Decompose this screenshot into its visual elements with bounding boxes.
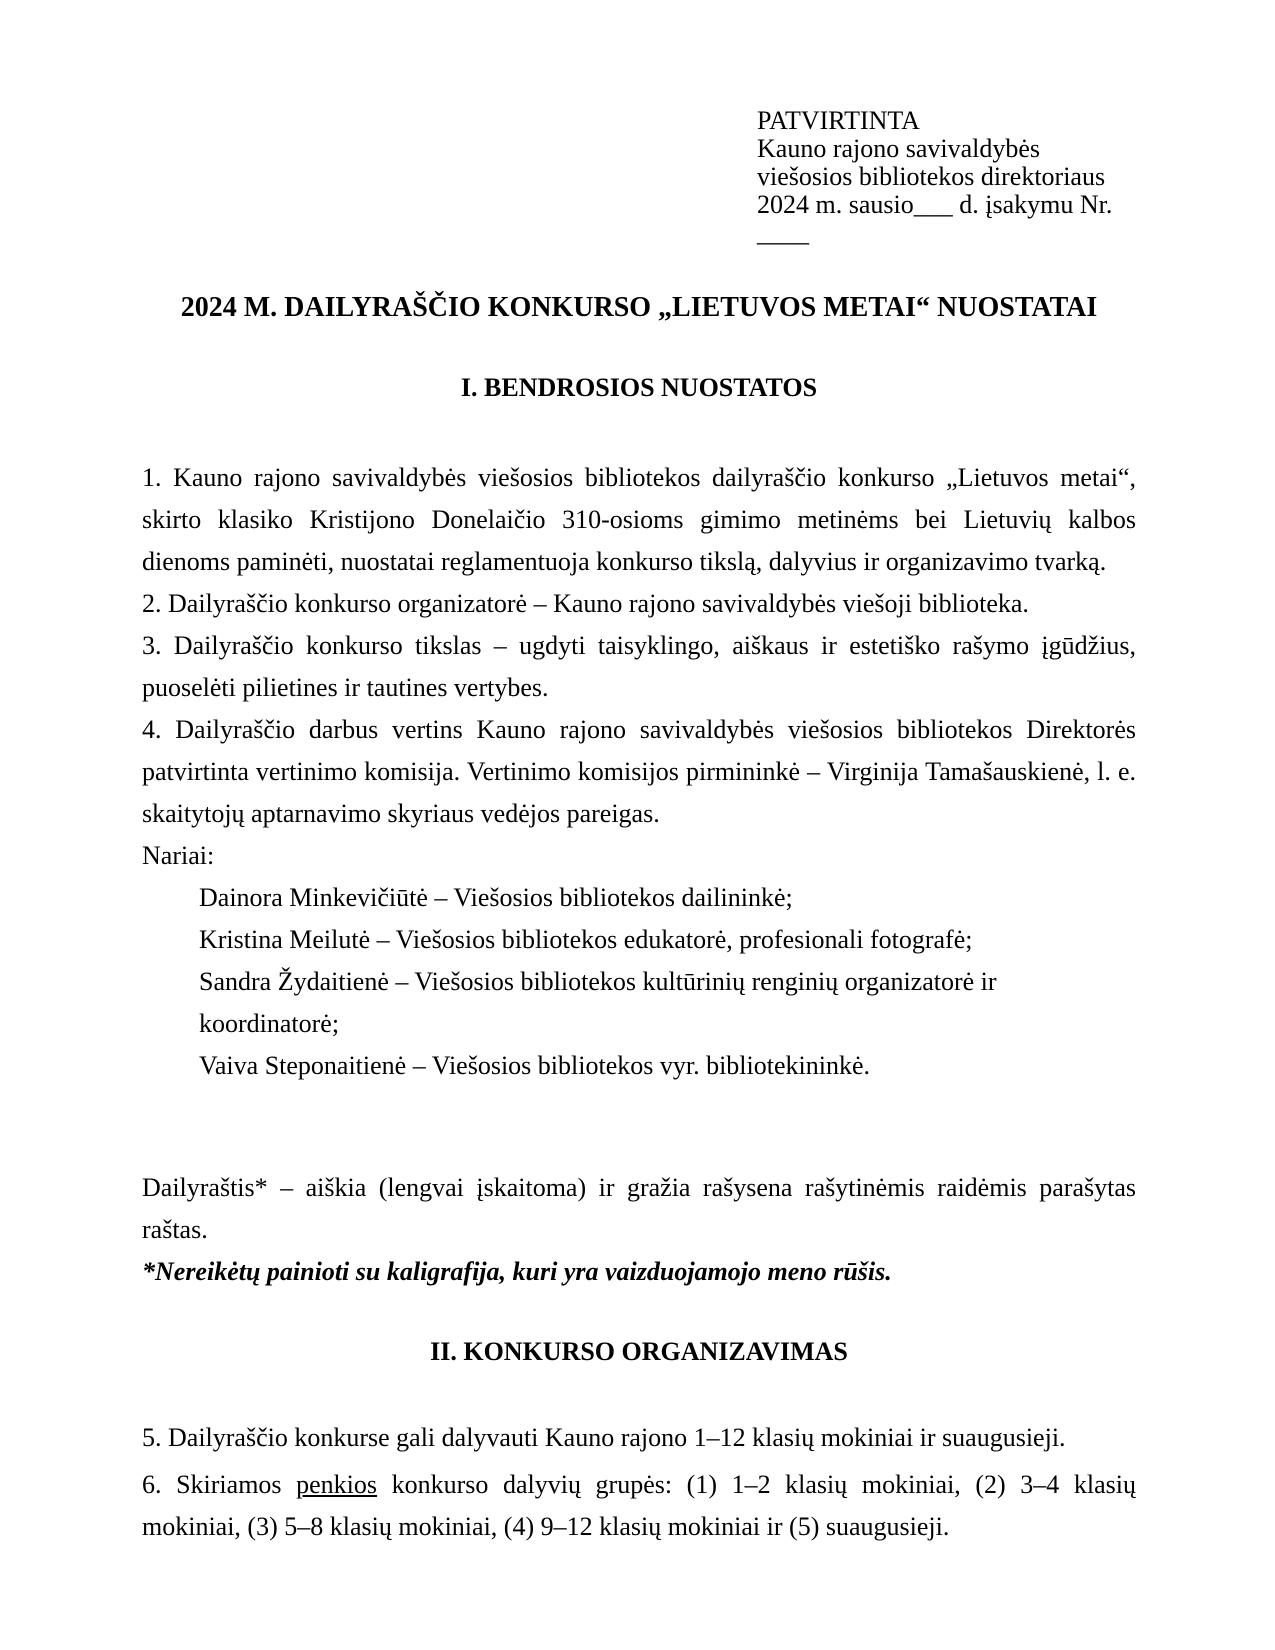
member-item: Dainora Minkevičiūtė – Viešosios bibliotekos dailininkė; — [199, 883, 793, 912]
footnote-paragraph: *Nereikėtų painioti su kaligrafija, kuri yra vaizduojamojo meno rūšis. — [142, 1257, 892, 1286]
member-item: Kristina Meilutė – Viešosios bibliotekos edukatorė, profesionali fotografė; — [199, 925, 973, 954]
document-content — [142, 0, 1136, 1548]
approval-line-patvirtinta: PATVIRTINTA — [757, 106, 920, 135]
paragraph-6-suffix: konkurso dalyvių grupės: (1) 1–2 klasių mokiniai, (2) 3–4 klasių mokiniai, (3) 5–8 klasių mokiniai, (4) 9–12 klasių mokiniai ir (5) suaugusieji. — [142, 1470, 1136, 1541]
document-title: 2024 M. DAILYRAŠČIO KONKURSO „LIETUVOS METAI“ NUOSTATAI — [180, 292, 1098, 323]
paragraph-5: 5. Dailyraščio konkurse gali dalyvauti Kauno rajono 1–12 klasių mokiniai ir suaugusieji. — [142, 1423, 1066, 1452]
approval-line-order: 2024 m. sausio___ d. įsakymu Nr. ____ — [757, 190, 1113, 247]
paragraph-1: 1. Kauno rajono savivaldybės viešosios bibliotekos dailyraščio konkurso „Lietuvos metai“, skirto klasiko Kristijono Donelaičio 310-osioms gimimo metinėms bei Lietuvių kalbos dienoms paminėti, nuostatai reglamentuoja konkurso tikslą, dalyvius ir organizavimo tvarką. — [142, 463, 1136, 576]
approval-line-institution: Kauno rajono savivaldybės — [757, 134, 1041, 163]
paragraph-6-underlined-word: penkios — [296, 1470, 378, 1499]
paragraph-6 — [142, 1464, 1136, 1548]
member-item: Vaiva Steponaitienė – Viešosios bibliotekos vyr. bibliotekininkė. — [199, 1051, 870, 1080]
paragraph-6-prefix: 6. Skiriamos — [142, 1470, 297, 1499]
definition-paragraph: Dailyraštis* – aiškia (lengvai įskaitoma) ir gražia rašysena rašytinėmis raidėmis parašytas raštas. — [142, 1173, 1136, 1244]
section-2-heading: II. KONKURSO ORGANIZAVIMAS — [430, 1337, 848, 1366]
member-item: Sandra Žydaitienė – Viešosios bibliotekos kultūrinių renginių organizatorė ir koordinatorė; — [199, 967, 997, 1038]
approval-line-director: viešosios bibliotekos direktoriaus — [757, 162, 1106, 191]
approval-block — [757, 0, 1136, 247]
paragraph-3: 3. Dailyraščio konkurso tikslas – ugdyti taisyklingo, aiškaus ir estetiško rašymo įgūdžius, puoselėti pilietines ir tautines vertybes. — [142, 631, 1136, 702]
members-label: Nariai: — [142, 841, 215, 870]
section-1-heading: I. BENDROSIOS NUOSTATOS — [460, 373, 818, 402]
paragraph-2: 2. Dailyraščio konkurso organizatorė – Kauno rajono savivaldybės viešoji biblioteka. — [142, 589, 1029, 618]
paragraph-4: 4. Dailyraščio darbus vertins Kauno rajono savivaldybės viešosios bibliotekos Direktorės patvirtinta vertinimo komisija. Vertinimo komisijos pirmininkė – Virginija Tamašauskienė, l. e. skaitytojų aptarnavimo skyriaus vedėjos pareigas. — [142, 715, 1136, 828]
